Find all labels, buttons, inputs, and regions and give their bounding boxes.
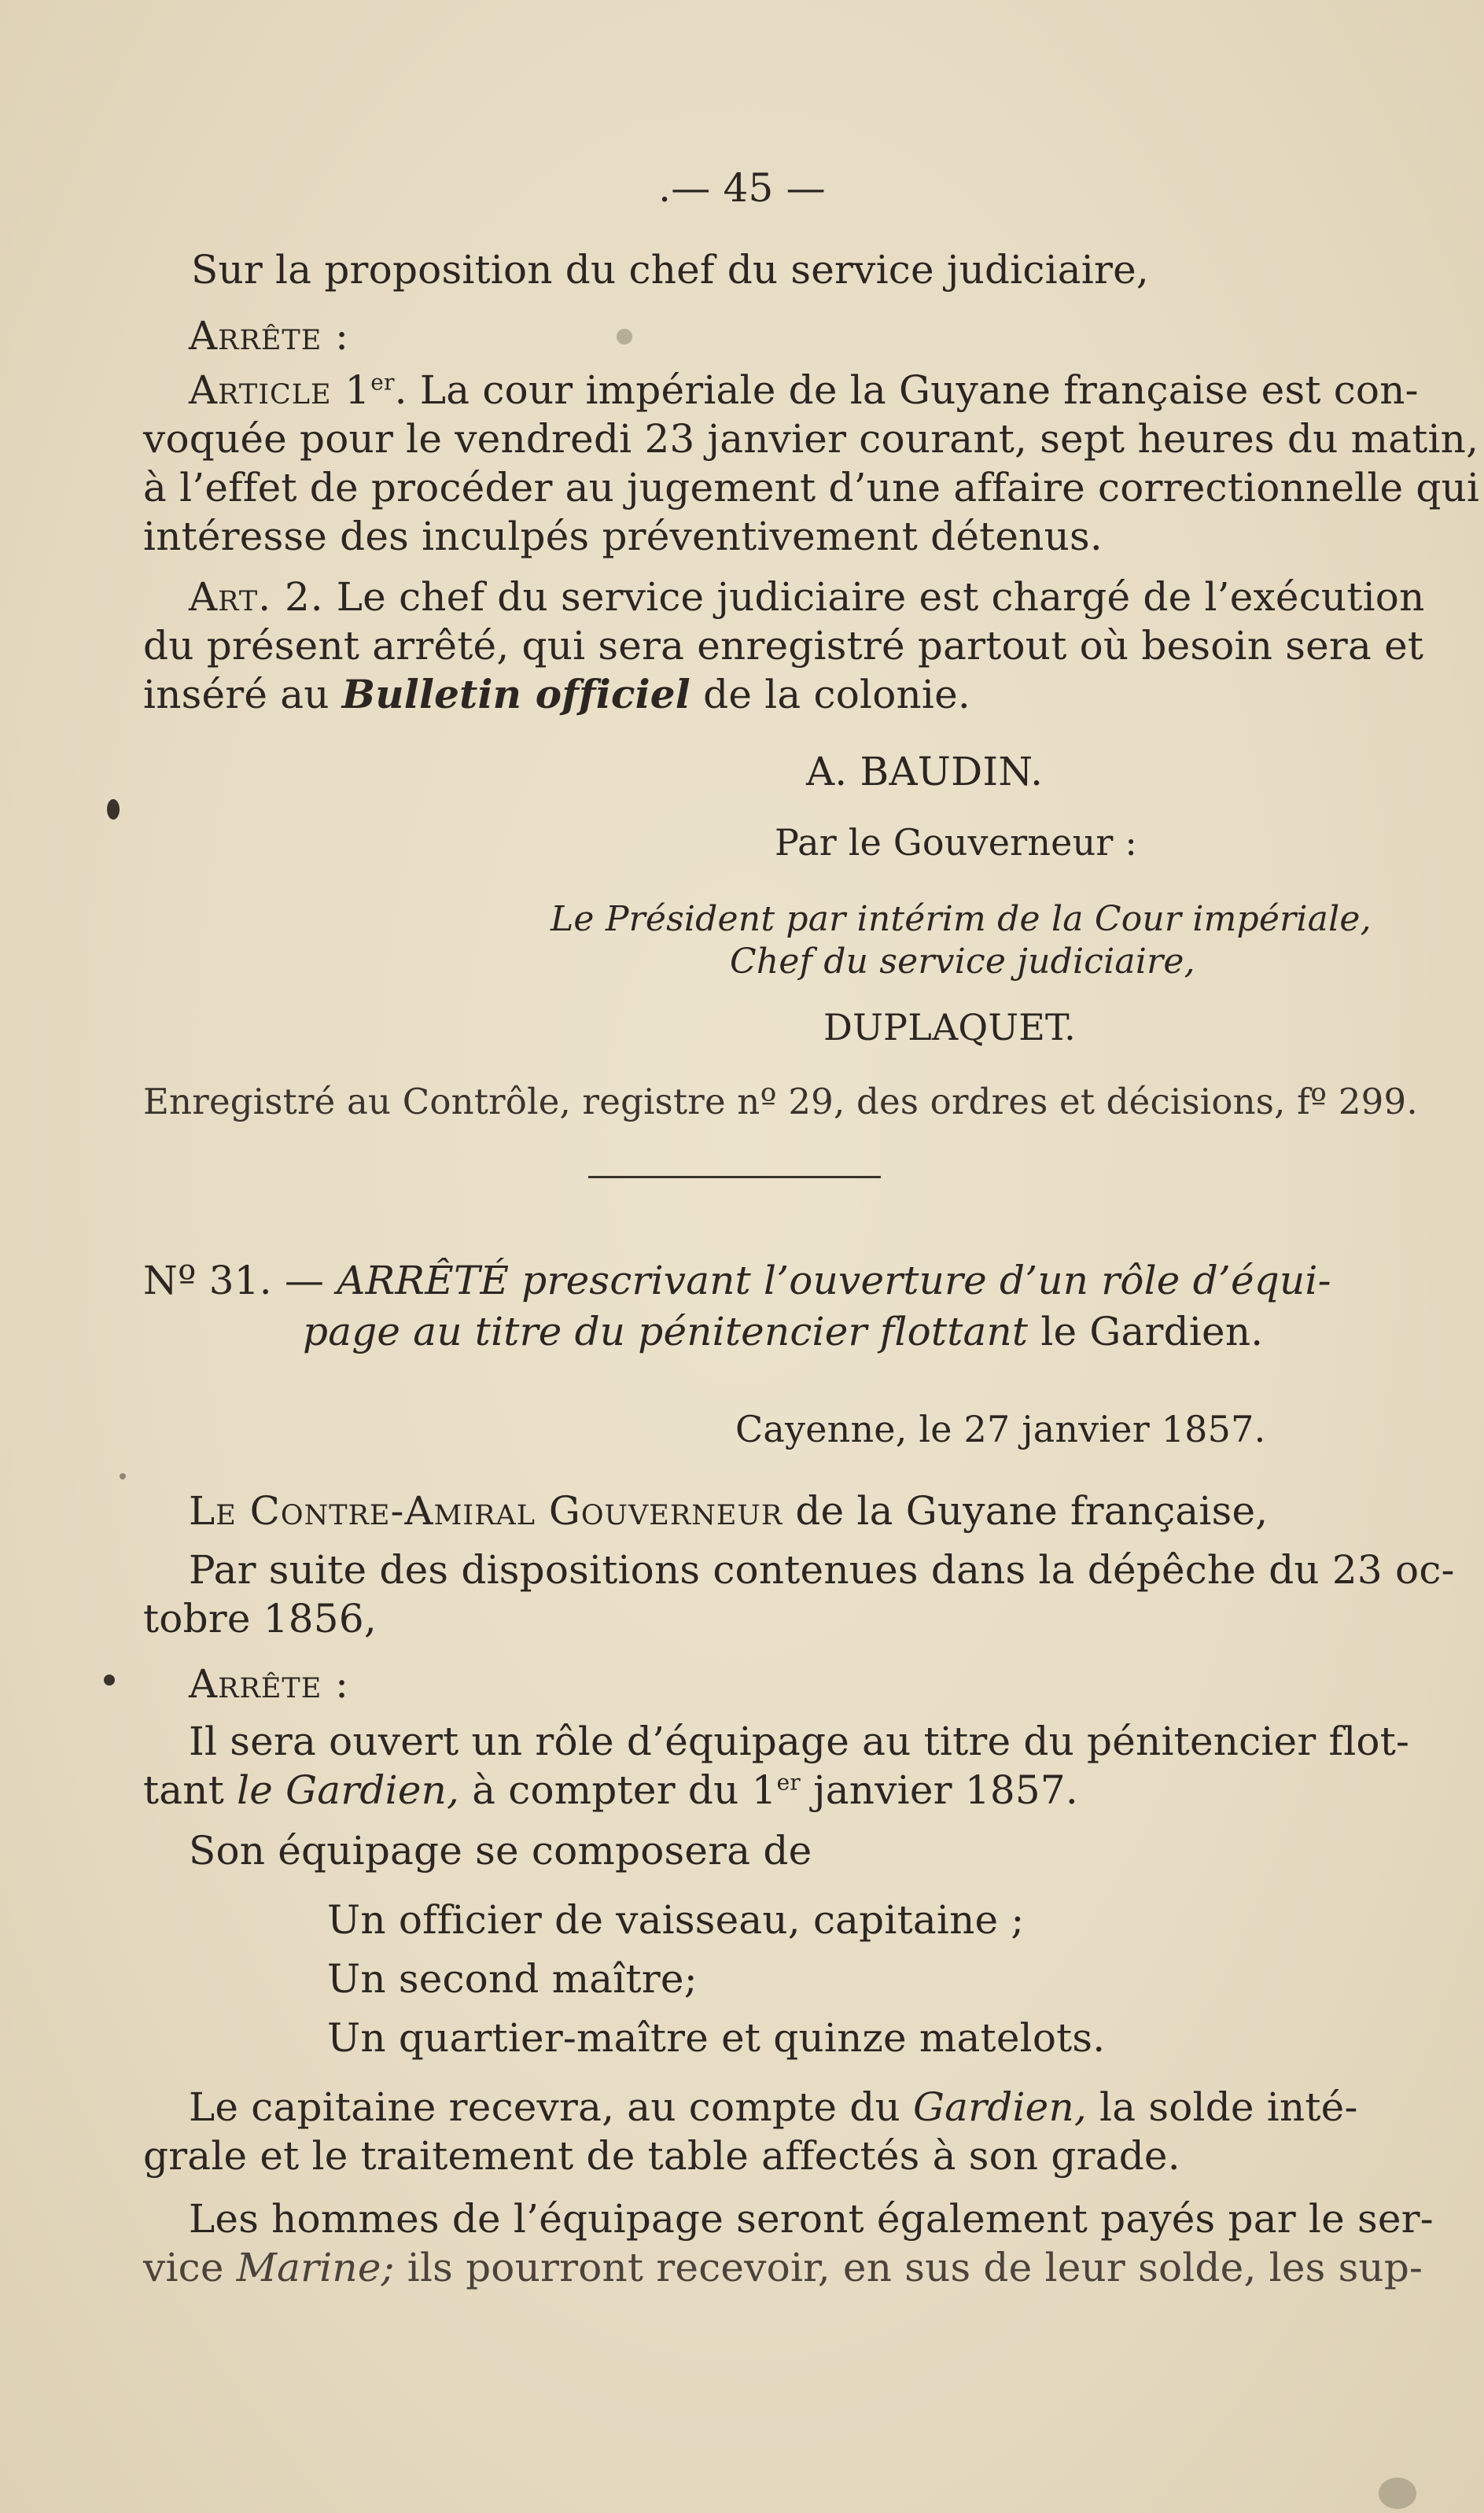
stain: [1379, 2478, 1416, 2509]
by-governor: Par le Gouverneur :: [775, 821, 1138, 864]
ink-spot: [104, 1675, 115, 1686]
article-1-line-1: [189, 366, 1419, 415]
considering-line-2: tobre 1856,: [143, 1596, 377, 1642]
gardien-name: le Gardien,: [237, 1767, 460, 1813]
article-2-text-after: de la colonie.: [690, 672, 970, 717]
men-after: ils pourront recevoir, en sus de leur solde, les sup-: [394, 2245, 1423, 2290]
article-2-label: Art. 2.: [189, 574, 324, 620]
arrete-title: ARRÊTÉ prescrivant l’ouverture d’un rôle d’équi-: [337, 1258, 1331, 1303]
ink-spot: [120, 1473, 126, 1479]
crew-item: Un second maître;: [327, 1956, 698, 2002]
authority-rest: de la Guyane française,: [783, 1488, 1269, 1534]
arrete-31-heading-line-1: [143, 1256, 1331, 1305]
arrete-31-heading-line-2: [303, 1307, 1263, 1356]
pay-before: Le capitaine recevra, au compte du: [189, 2084, 914, 2130]
preamble: Sur la proposition du chef du service judiciaire,: [191, 247, 1149, 293]
crew-intro: Son équipage se composera de: [189, 1828, 812, 1874]
considering-line-1: Par suite des dispositions contenues dans la dépêche du 23 oc-: [189, 1547, 1455, 1593]
article-2-line-3: [143, 670, 970, 719]
stain: [617, 329, 632, 345]
authority-title: Le Contre-Amiral Gouverneur: [189, 1488, 783, 1534]
president-title-2: Chef du service judiciaire,: [730, 941, 1195, 982]
pay-after: la solde inté-: [1086, 2084, 1358, 2130]
article-1-line-4: intéresse des inculpés préventivement détenus.: [143, 514, 1103, 559]
body-after: janvier 1857.: [800, 1767, 1078, 1813]
signature-baudin: A. BAUDIN.: [806, 749, 1044, 794]
marine-ref: Marine;: [236, 2245, 395, 2290]
men-line-1: Les hommes de l’équipage seront également payés par le ser-: [189, 2196, 1434, 2242]
registration-note: Enregistré au Contrôle, registre nº 29, des ordres et décisions, fº 299.: [143, 1081, 1418, 1122]
article-1-label: Article 1: [189, 367, 371, 413]
crew-item: Un quartier-maître et quinze matelots.: [327, 2015, 1106, 2061]
arrete-label: Arrête :: [189, 313, 349, 359]
bulletin-officiel: Bulletin officiel: [341, 671, 691, 717]
arrete-31-label: Arrête :: [189, 1661, 349, 1707]
article-1-line-2: voquée pour le vendredi 23 janvier courant, sept heures du matin,: [143, 416, 1479, 462]
men-line-2: [143, 2243, 1423, 2292]
heading-dash: —: [271, 1258, 337, 1303]
signature-duplaquet: DUPLAQUET.: [823, 1006, 1076, 1048]
body-sup: er: [776, 1769, 801, 1796]
article-1-line-3: à l’effet de procéder au jugement d’une affaire correctionnelle qui: [143, 465, 1480, 510]
article-2-line-2: du présent arrêté, qui sera enregistré partout où besoin sera et: [143, 623, 1424, 669]
page-number: .— 45 —: [658, 165, 826, 211]
section-divider: [588, 1176, 881, 1178]
pay-line-1: [189, 2083, 1358, 2132]
article-2-text: Le chef du service judiciaire est chargé de l’exécution: [323, 574, 1425, 620]
place-date: Cayenne, le 27 janvier 1857.: [735, 1408, 1266, 1450]
article-2-line-1: [189, 573, 1425, 621]
pay-line-2: grale et le traitement de table affectés à son grade.: [143, 2133, 1180, 2179]
body-line-2: [143, 1766, 1078, 1815]
arrete-title-after: le Gardien.: [1028, 1309, 1264, 1354]
gardien-ref: Gardien,: [913, 2084, 1087, 2130]
authority-line: [189, 1487, 1268, 1535]
men-before: vice: [143, 2245, 237, 2290]
article-1-text: . La cour impériale de la Guyane française est con-: [394, 367, 1419, 413]
crew-item: Un officier de vaisseau, capitaine ;: [327, 1897, 1025, 1943]
arrete-title-emph: page au titre du pénitencier flottant: [303, 1309, 1029, 1354]
arrete-number: Nº 31.: [143, 1258, 272, 1303]
body-before: tant: [143, 1767, 238, 1813]
body-mid: à compter du 1: [459, 1767, 777, 1813]
ink-spot: [107, 799, 120, 820]
article-2-text-before: inséré au: [143, 672, 342, 717]
body-line-1: Il sera ouvert un rôle d’équipage au titre du pénitencier flot-: [189, 1719, 1410, 1764]
president-title-1: Le Président par intérim de la Cour impériale,: [551, 899, 1372, 939]
article-1-label-sup: er: [370, 369, 395, 396]
